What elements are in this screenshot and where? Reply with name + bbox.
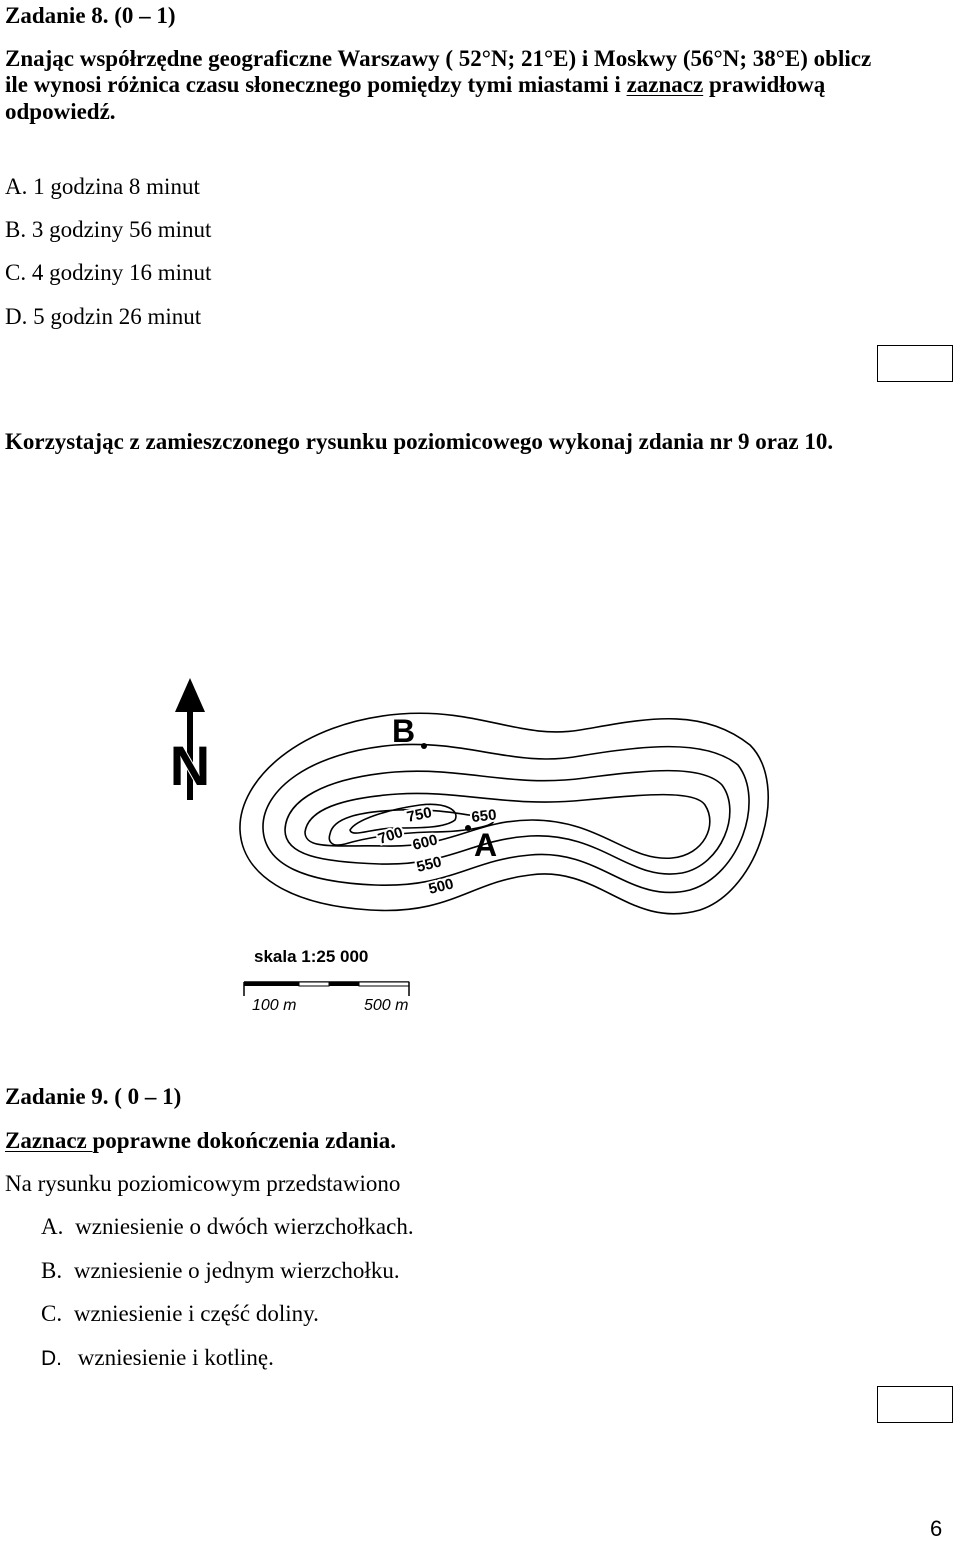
point-a-dot (465, 825, 471, 831)
task9-stem: Na rysunku poziomicowym przedstawiono (5, 1171, 401, 1196)
contour-550 (263, 744, 749, 892)
scale-bar (244, 982, 409, 996)
task9-option-d-letter: D. (41, 1347, 62, 1370)
contour-650 (305, 793, 710, 858)
task9-instruction (5, 1127, 396, 1155)
task8-instruction-line3: odpowiedź. (5, 99, 116, 124)
task8-option-a[interactable]: A. 1 godzina 8 minut (5, 174, 200, 199)
task9-option-d[interactable] (41, 1344, 274, 1373)
task8-instruction-line2 (5, 71, 825, 99)
task8-instruction-line2-pre: ile wynosi różnica czasu słonecznego pomiędzy tymi miastami i (5, 72, 627, 97)
page-number: 6 (930, 1516, 943, 1541)
scale-right-label: 500 m (364, 997, 409, 1014)
scale-left-label: 100 m (252, 997, 297, 1014)
task8-option-d[interactable]: D. 5 godzin 26 minut (5, 304, 202, 329)
north-arrow-icon (170, 678, 210, 800)
task9-answer-box[interactable] (877, 1386, 953, 1423)
contour-label-650: 650 (470, 806, 498, 826)
task8-answer-box[interactable] (877, 345, 953, 382)
point-a-label: A (474, 827, 498, 863)
intro-text: Korzystając z zamieszczonego rysunku poziomicowego wykonaj zdania nr 9 oraz 10. (5, 429, 834, 454)
contour-500 (240, 713, 768, 914)
task9-option-c[interactable] (41, 1300, 319, 1328)
task9-option-b[interactable] (41, 1257, 400, 1285)
contour-label-600: 600 (410, 831, 440, 854)
contour-lines (240, 713, 768, 914)
task9-option-b-text: wzniesienie o jednym wierzchołku. (73, 1258, 400, 1283)
contour-label-500: 500 (426, 875, 456, 898)
contour-750 (350, 804, 456, 833)
contour-label-750: 750 (405, 804, 434, 826)
scale-title: skala 1:25 000 (254, 947, 369, 966)
task9-option-d-text: wzniesienie i kotlinę. (77, 1345, 274, 1370)
task9-instruction-rest: poprawne dokończenia zdania. (92, 1128, 397, 1153)
task8-option-c[interactable]: C. 4 godziny 16 minut (5, 260, 212, 285)
task8-option-b[interactable]: B. 3 godziny 56 minut (5, 217, 212, 242)
task9-option-a[interactable] (41, 1213, 414, 1241)
task9-option-a-letter: A. (41, 1214, 64, 1239)
task9-option-a-text: wzniesienie o dwóch wierzchołkach. (75, 1214, 414, 1239)
contour-label-700: 700 (375, 823, 406, 848)
task9-option-c-letter: C. (41, 1301, 63, 1326)
point-b-label: B (392, 713, 416, 749)
contour-label-550: 550 (414, 853, 444, 876)
task9-option-c-text: wzniesienie i część doliny. (73, 1301, 319, 1326)
task8-instruction-line1: Znając współrzędne geograficzne Warszawy ( 52°N; 21°E) i Moskwy (56°N; 38°E) oblicz (5, 46, 872, 71)
task8-instruction-line2-post: prawidłową (703, 72, 826, 97)
task9-title: Zadanie 9. ( 0 – 1) (5, 1084, 182, 1109)
task8-instruction-underlined: zaznacz (626, 72, 704, 97)
point-b-dot (421, 743, 427, 749)
task9-instruction-underlined: Zaznacz (5, 1128, 93, 1153)
contour-map (0, 660, 960, 1030)
north-label: N (169, 734, 211, 797)
task9-option-b-letter: B. (41, 1258, 63, 1283)
task8-title: Zadanie 8. (0 – 1) (5, 3, 176, 28)
